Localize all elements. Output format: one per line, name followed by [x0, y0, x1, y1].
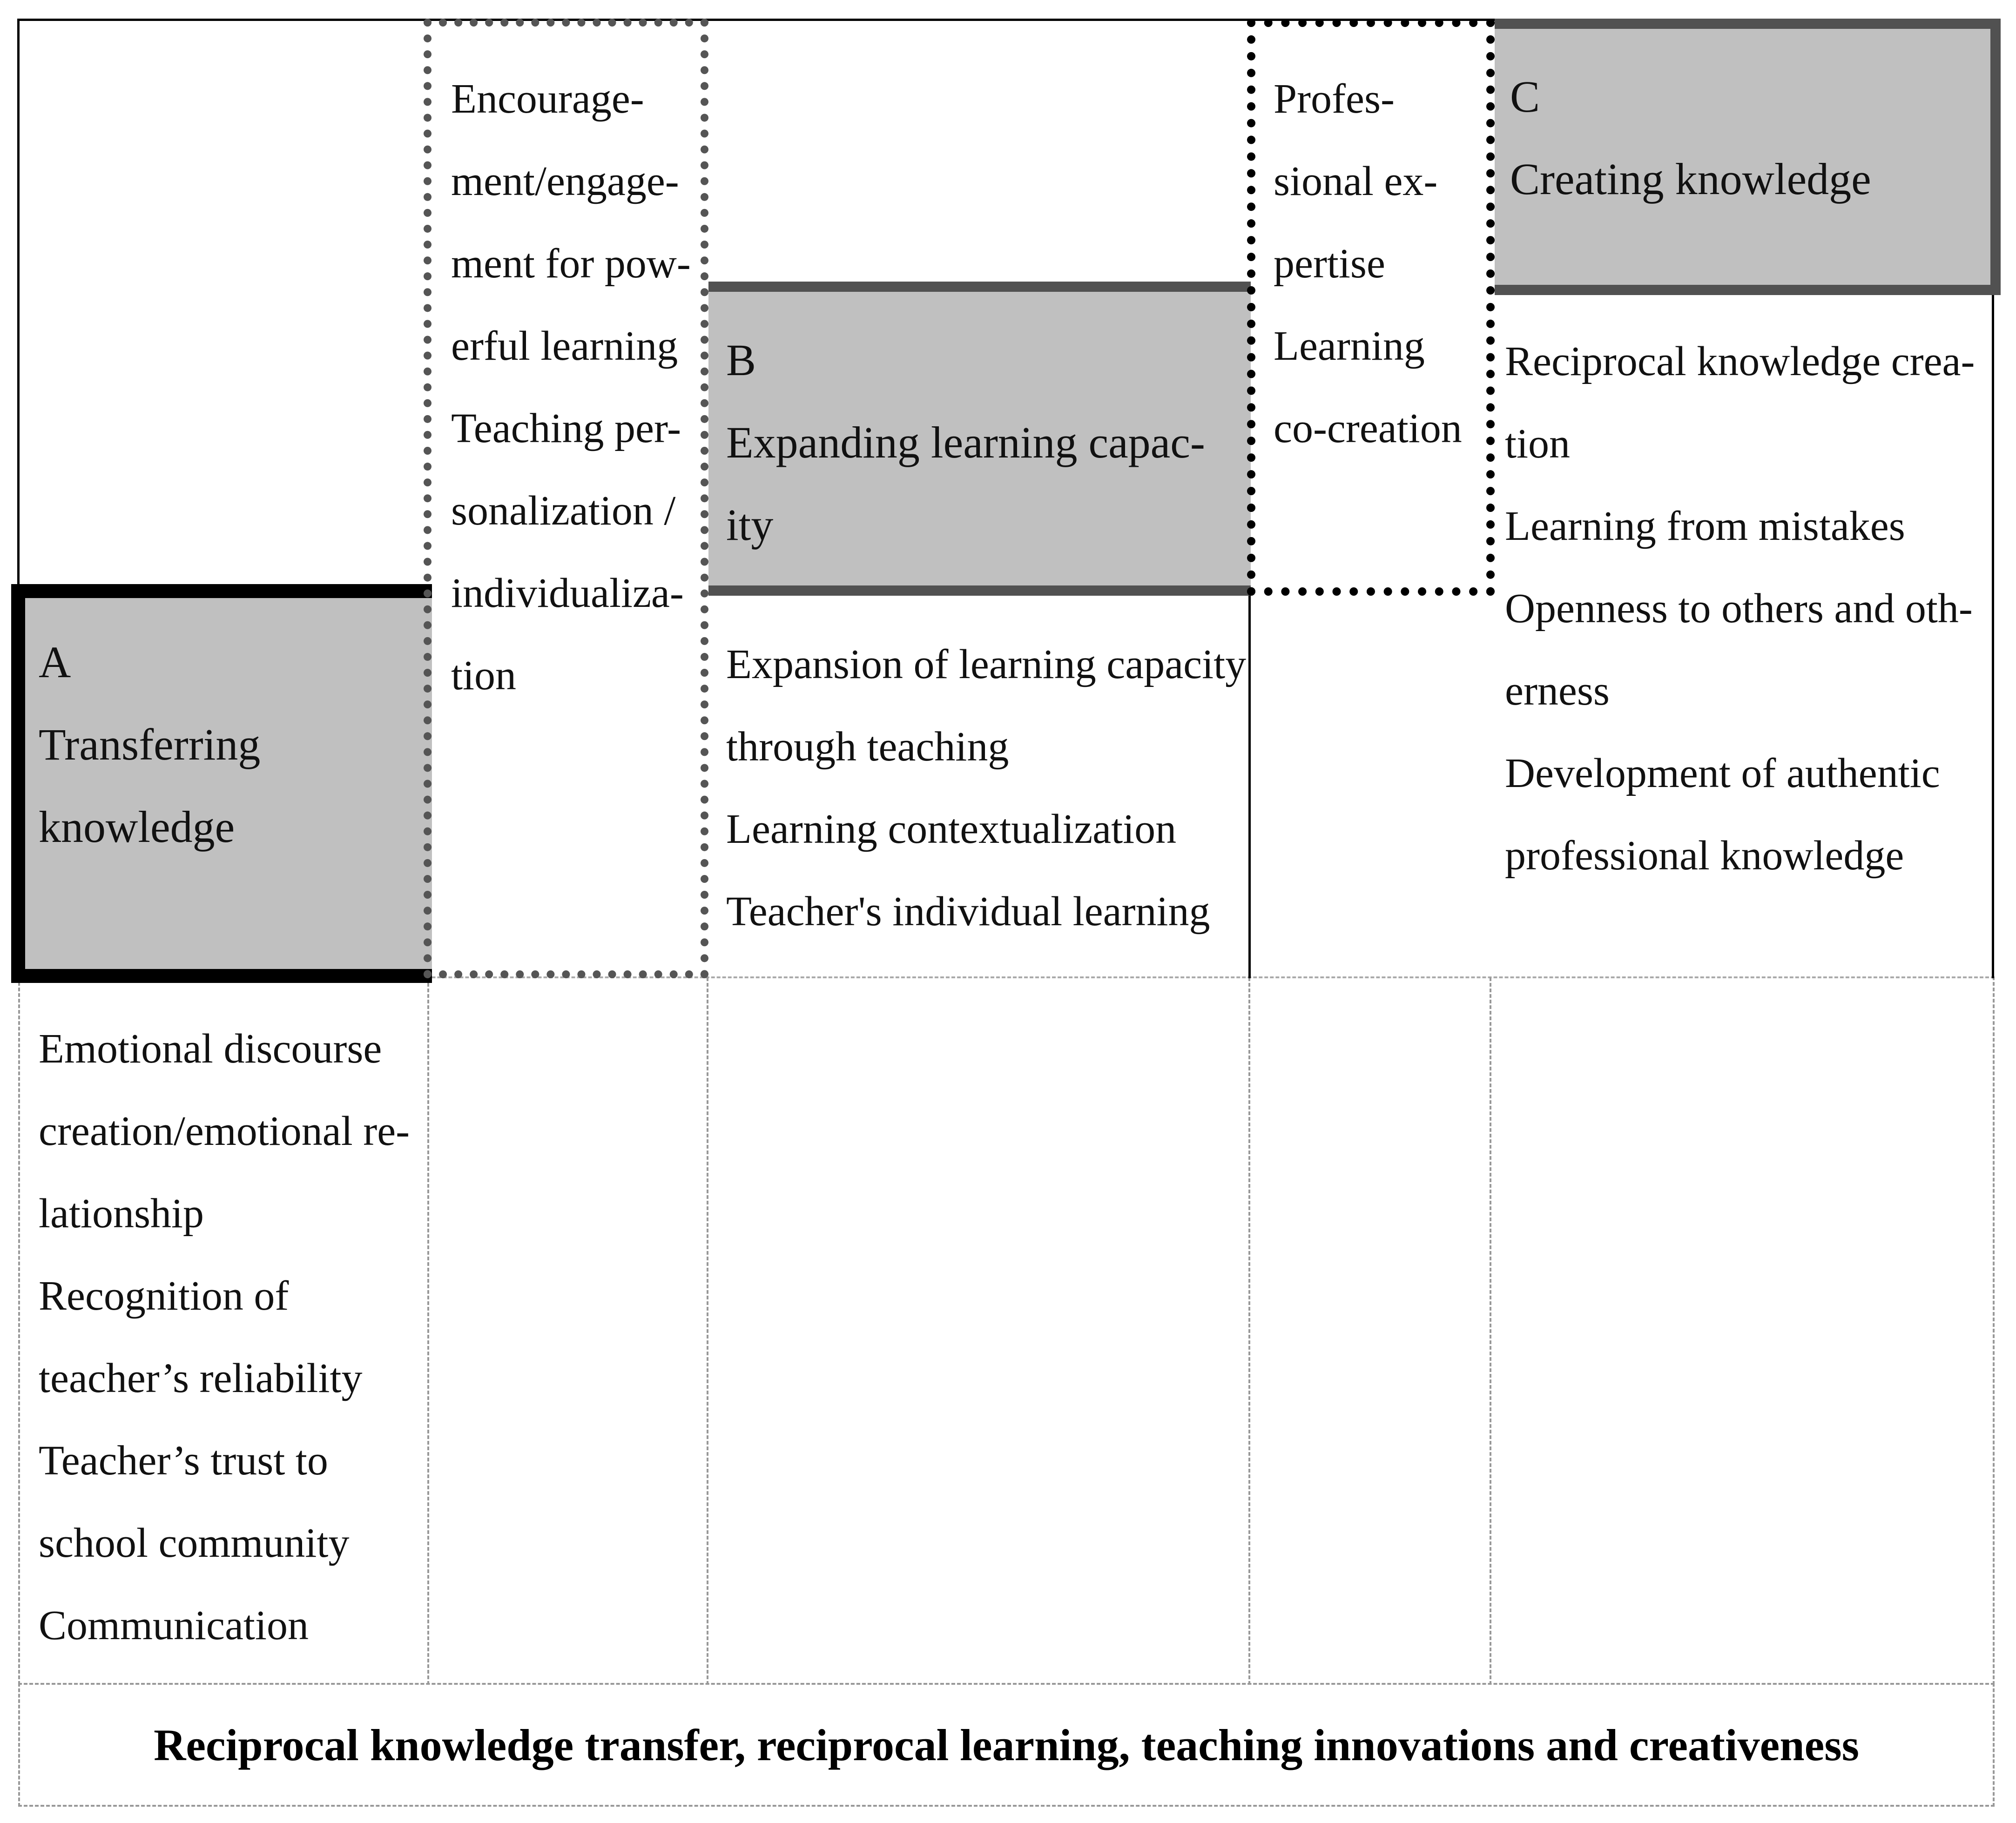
list-item-line: erness	[1505, 668, 1610, 714]
list-item-line: Teacher’s trust to	[39, 1438, 328, 1484]
summary-banner	[18, 1683, 1995, 1807]
box-b-title-line: Expanding learning capac-	[726, 417, 1205, 467]
list-item-line: sonalization /	[451, 488, 676, 534]
grid-divider	[707, 977, 708, 1685]
list-item-line: creation/emotional re-	[39, 1108, 410, 1154]
list-item-line: Reciprocal knowledge crea-	[1505, 338, 1975, 384]
list-item-line: Openness to others and oth-	[1505, 585, 1973, 632]
list-item-line: Learning from mistakes	[1505, 503, 1905, 549]
list-item-line: Learning contextualization	[726, 806, 1177, 852]
list-item-line: teacher’s reliability	[39, 1355, 363, 1401]
box-b-title-line: ity	[726, 500, 774, 550]
list-item-line: ment/engage-	[451, 158, 679, 204]
bridge-ab-items	[451, 58, 691, 717]
box-c-items	[1505, 320, 1975, 897]
list-item-line: professional knowledge	[1505, 833, 1904, 879]
list-item-line: Profes-	[1274, 76, 1395, 122]
box-b-items	[726, 623, 1246, 953]
grid-divider	[1490, 977, 1491, 1685]
list-item-line: Development of authentic	[1505, 750, 1940, 796]
list-item-line: individualiza-	[451, 570, 684, 616]
list-item-line: Expansion of learning capacity	[726, 641, 1247, 687]
column-c-divider	[1992, 289, 1994, 978]
box-a-letter: A	[39, 637, 71, 687]
list-item-line: lationship	[39, 1191, 204, 1237]
list-item-line: co-creation	[1274, 405, 1462, 451]
list-item-line: Teaching per-	[451, 405, 681, 451]
bridge-bc-items	[1274, 58, 1462, 470]
list-item-line: pertise	[1274, 241, 1385, 287]
list-item-line: Teacher's individual learning	[726, 888, 1210, 935]
box-a-header	[39, 621, 260, 868]
box-c-letter: C	[1510, 72, 1540, 121]
list-item-line: erful learning	[451, 323, 678, 369]
list-item-line: tion	[451, 653, 517, 699]
list-item-line: Communication	[39, 1602, 309, 1648]
list-item-line: through teaching	[726, 724, 1009, 770]
list-item-line: Learning	[1274, 323, 1425, 369]
banner-text: Reciprocal knowledge transfer, reciprocal learning, teaching innovations and creativeness	[154, 1720, 1859, 1770]
list-item-line: school community	[39, 1520, 350, 1566]
box-b-letter: B	[726, 335, 756, 385]
box-a-title-line: knowledge	[39, 802, 235, 852]
list-item-line: Encourage-	[451, 76, 644, 122]
grid-divider	[427, 977, 429, 1685]
box-a-title-line: Transferring	[39, 720, 261, 769]
column-b-divider	[1248, 596, 1251, 978]
grid-divider	[1248, 977, 1250, 1685]
list-item-line: Emotional discourse	[39, 1026, 382, 1072]
list-item-line: ment for pow-	[451, 241, 691, 287]
box-b-header	[726, 319, 1205, 566]
list-item-line: tion	[1505, 421, 1571, 467]
list-item-line: sional ex-	[1274, 158, 1438, 204]
box-c-title-line: Creating knowledge	[1510, 154, 1871, 204]
box-a-items	[39, 1008, 410, 1667]
list-item-line: Recognition of	[39, 1273, 289, 1319]
box-c-header	[1510, 55, 1871, 220]
